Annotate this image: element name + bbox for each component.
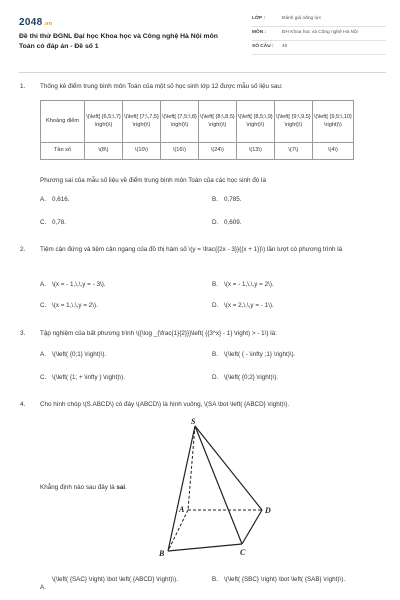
- answer-option-b[interactable]: [212, 351, 364, 360]
- question-text: Tiệm cận đứng và tiệm cận ngang của đồ thị hàm số \(y = \frac{{2x - 3}}{{x + 1}}\) lần lượt có phương trình là: [40, 246, 343, 253]
- vertex-label-c: C: [240, 548, 246, 557]
- option-label: D.: [212, 302, 219, 309]
- meta-row-subject: [252, 27, 386, 41]
- table-row: [41, 101, 354, 143]
- followup-prefix: Khẳng định nào sau đây là: [40, 484, 117, 491]
- question-number: 3.: [20, 330, 26, 337]
- answer-option-d[interactable]: [212, 302, 364, 311]
- meta-label: MÔN :: [252, 30, 267, 36]
- table-cell: \(13\): [236, 143, 274, 160]
- vertex-label-d: D: [265, 506, 271, 515]
- option-text: 0,609.: [224, 219, 242, 226]
- option-text: 0,78.: [52, 219, 67, 226]
- meta-value: ĐH Khoa học và Công nghệ Hà Nội: [282, 30, 358, 36]
- pyramid-figure: [150, 416, 280, 564]
- followup-suffix: .: [125, 484, 127, 491]
- answer-option-a[interactable]: [40, 576, 200, 593]
- vertex-label-s: S: [191, 417, 196, 426]
- edge-sb: [168, 426, 195, 551]
- question-followup: Phương sai của mẫu số liệu về điểm trung bình môn Toán của các học sinh đó là: [40, 177, 266, 184]
- table-cell: \(4\): [312, 143, 353, 160]
- table-cell: \(\left[ {9;\,9,5} \right)\): [274, 101, 312, 143]
- option-text: \(\left( {1; + \infty } \right)\).: [52, 374, 125, 381]
- answer-option-c[interactable]: [40, 219, 192, 228]
- table-header-cell: Khoảng điểm: [41, 101, 85, 143]
- question-number: 1.: [20, 83, 26, 90]
- edge-bc: [168, 544, 242, 551]
- answer-option-b[interactable]: [212, 576, 374, 585]
- exam-meta-panel: [252, 13, 386, 55]
- meta-row-question-count: [252, 41, 386, 55]
- logo-suffix-text: .vn: [43, 21, 53, 27]
- option-text: 0,616.: [52, 196, 70, 203]
- vertex-label-b: B: [159, 549, 165, 558]
- meta-value: Đánh giá năng lực: [282, 16, 322, 22]
- answer-option-a[interactable]: [40, 351, 192, 360]
- meta-row-class: [252, 13, 386, 27]
- option-label: B.: [212, 351, 218, 358]
- option-text: \(x = 2,\,\,y = - 1\).: [224, 302, 274, 309]
- option-text: \(\left( {0;1} \right)\).: [52, 351, 107, 358]
- table-cell: \(8\): [85, 143, 123, 160]
- meta-label: LỚP :: [252, 16, 266, 22]
- option-text: \(x = - 1,\,\,y = - 3\).: [52, 281, 106, 288]
- table-cell: \(\left[ {7,5;\,8} \right)\): [160, 101, 198, 143]
- edge-cd: [242, 510, 262, 544]
- option-label: A.: [40, 351, 46, 358]
- meta-value: 40: [282, 44, 288, 50]
- option-label: A.: [40, 584, 46, 591]
- meta-label: SỐ CÂU :: [252, 44, 274, 50]
- table-cell: \(\left[ {8,5;\,9} \right)\): [236, 101, 274, 143]
- option-label: C.: [40, 219, 47, 226]
- table-cell: \(10\): [122, 143, 160, 160]
- option-text: \(\left( {0;2} \right)\).: [224, 374, 279, 381]
- option-text: \(x = - 1,\,\,y = 2\).: [224, 281, 274, 288]
- question-text: Tập nghiệm của bất phương trình \({\log _{\frac{1}{2}}}\left( {{3^x} - 1} \right) > - 1\) là:: [40, 330, 277, 337]
- option-text: \(\left( {SBC} \right) \bot \left( {SAB} \right)\).: [224, 576, 346, 583]
- header-divider: [19, 72, 386, 73]
- logo-main-text: 2048: [19, 17, 43, 28]
- table-cell: \(\left[ {6,5;\,7} \right)\): [85, 101, 123, 143]
- option-text: \(\left( { - \infty ;1} \right)\).: [224, 351, 296, 358]
- frequency-table: [40, 100, 354, 160]
- option-label: C.: [40, 374, 47, 381]
- answer-option-a[interactable]: [40, 196, 192, 205]
- table-cell: \(16\): [160, 143, 198, 160]
- question-text: Thống kê điểm trung bình môn Toán của một số học sinh lớp 12 được mẫu số liệu sau:: [40, 83, 283, 90]
- edge-sd: [195, 426, 262, 510]
- edge-sc: [195, 426, 242, 544]
- option-label: D.: [212, 219, 219, 226]
- table-cell: \(7\): [274, 143, 312, 160]
- option-text: \(x = 1,\,\,y = 2\).: [52, 302, 98, 309]
- option-label: B.: [212, 281, 218, 288]
- option-label: D.: [212, 374, 219, 381]
- table-cell: \(24\): [198, 143, 236, 160]
- answer-option-b[interactable]: [212, 281, 364, 290]
- option-label: C.: [40, 302, 47, 309]
- table-cell: \(\left[ {7;\,7,5} \right)\): [122, 101, 160, 143]
- answer-option-c[interactable]: [40, 302, 192, 311]
- table-cell: \(\left[ {9,5;\,10} \right)\): [312, 101, 353, 143]
- site-logo[interactable]: [19, 16, 52, 30]
- exam-title: Đề thi thử ĐGNL Đại học Khoa học và Công nghệ Hà Nội môn Toán có đáp án - Đề số 1: [19, 33, 218, 50]
- option-text: \(\left( {SAC} \right) \bot \left( {ABCD} \right)\).: [52, 576, 178, 583]
- answer-option-c[interactable]: [40, 374, 192, 383]
- question-text: Cho hình chóp \(S.ABCD\) có đáy \(ABCD\) là hình vuông, \(SA \bot \left( {ABCD} \right)\).: [40, 401, 290, 408]
- option-label: B.: [212, 196, 218, 203]
- option-text: 0,785.: [224, 196, 242, 203]
- option-label: A.: [40, 281, 46, 288]
- edge-ab: [168, 510, 188, 551]
- question-number: 4.: [20, 401, 26, 408]
- option-label: A.: [40, 196, 46, 203]
- followup-emphasis: sai: [116, 484, 126, 491]
- vertex-label-a: A: [179, 505, 185, 514]
- question-number: 2.: [20, 246, 26, 253]
- answer-option-b[interactable]: [212, 196, 364, 205]
- answer-option-a[interactable]: [40, 281, 192, 290]
- table-header-cell: Tần số: [41, 143, 85, 160]
- table-row: [41, 143, 354, 160]
- question-followup: [40, 484, 150, 493]
- option-label: B.: [212, 576, 218, 583]
- answer-option-d[interactable]: [212, 374, 364, 383]
- table-cell: \(\left[ {8;\,8,5} \right)\): [198, 101, 236, 143]
- edge-sa: [188, 426, 195, 510]
- answer-option-d[interactable]: [212, 219, 364, 228]
